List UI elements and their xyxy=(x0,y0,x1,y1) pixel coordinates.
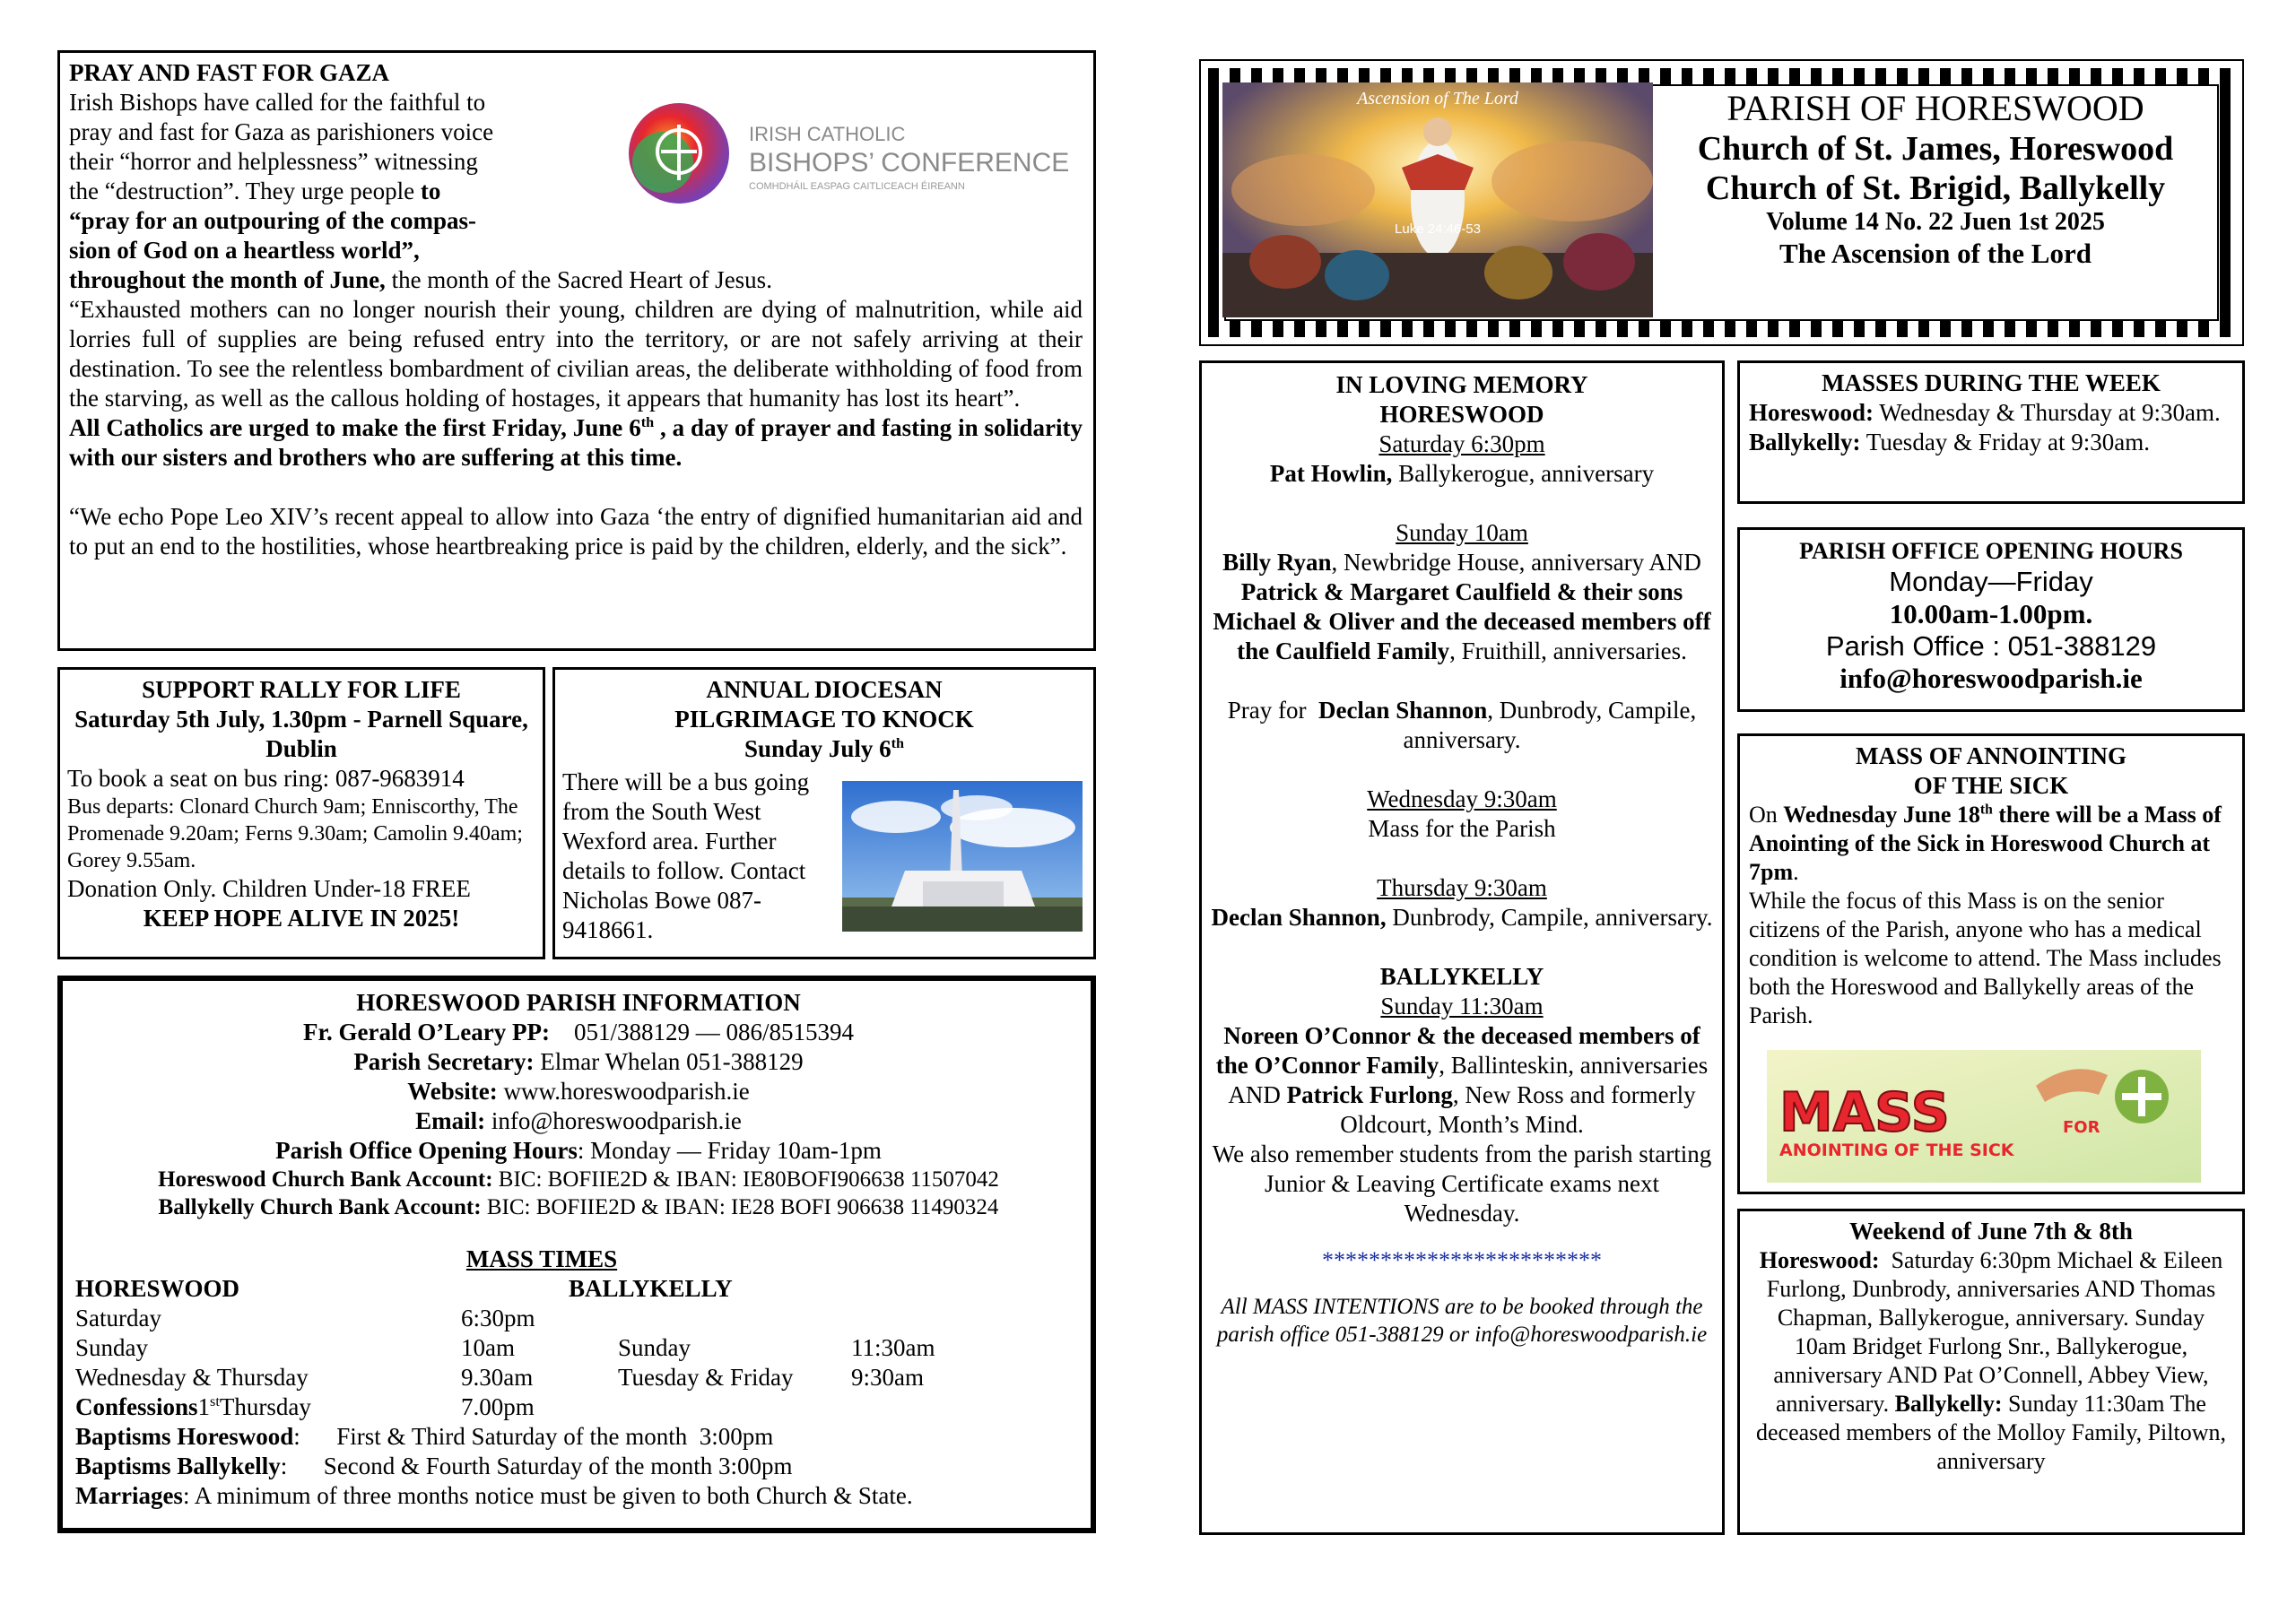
intention-detail: , Newbridge House, anniversary AND xyxy=(1331,549,1701,576)
intention-name: Patrick Furlong xyxy=(1286,1081,1453,1108)
mass-times-title: MASS TIMES xyxy=(465,1245,618,1272)
stars-divider: ************************ xyxy=(1322,1247,1602,1273)
rally-slogan: KEEP HOPE ALIVE IN 2025! xyxy=(143,905,460,932)
bishops-conference-logo xyxy=(623,98,1090,214)
parish-name: PARISH OF HORESWOOD xyxy=(1726,88,2144,128)
gaza-line-bold: to xyxy=(420,178,441,204)
sick-title-2: OF THE SICK xyxy=(1913,772,2069,799)
intention-detail: Dunbrody, Campile, anniversary. xyxy=(1386,904,1713,931)
anointing-of-sick xyxy=(1737,733,2245,1194)
gaza-line: the month of the Sacred Heart of Jesus. xyxy=(385,266,772,293)
baptisms-horeswood-label: Baptisms Horeswood xyxy=(75,1423,294,1450)
gaza-article xyxy=(57,50,1096,651)
col-ballykelly: BALLYKELLY xyxy=(569,1275,733,1302)
memory-horeswood: HORESWOOD xyxy=(1379,401,1544,428)
office-hours-label: Parish Office Opening Hours xyxy=(275,1137,578,1164)
rally-donation: Donation Only. Children Under-18 FREE xyxy=(67,875,471,902)
memory-sat-time: Saturday 6:30pm xyxy=(1378,430,1545,457)
week-horeswood-label: Horeswood: xyxy=(1749,399,1874,426)
masthead-text xyxy=(1653,88,2218,271)
parish-information xyxy=(57,976,1096,1533)
rally-departures: Bus departs: Clonard Church 9am; Enniscorthy, The Promenade 9.20am; Ferns 9.30am; Camolin 9.40am; Gorey 9.55am. xyxy=(67,795,523,872)
knock-date: Sunday July 6th xyxy=(744,735,904,762)
gaza-line: the “destruction”. They urge people xyxy=(69,178,421,204)
intention-detail: , Ballinteskin, anniversaries AND xyxy=(1228,1052,1709,1108)
banner-for-text: FOR xyxy=(2063,1118,2100,1137)
gaza-call-to-fast: All Catholics are urged to make the first Friday, June 6th , a day of prayer and fasting in solidarity with our sisters and brothers who are suffering at this time. xyxy=(69,414,1083,471)
gaza-line: Irish Bishops have called for the faithful to xyxy=(69,89,486,116)
logo-text-1: IRISH CATHOLIC xyxy=(749,123,906,145)
office-time: 10.00am-1.00pm. xyxy=(1889,598,2093,629)
website-label: Website: xyxy=(407,1078,498,1105)
mass-row: Wednesday & Thursday 9.30am Tuesday & Friday 9:30am xyxy=(75,1364,924,1391)
week-ballykelly-label: Ballykelly: xyxy=(1749,429,1861,455)
gaza-pope-quote: “We echo Pope Leo XIV’s recent appeal to allow into Gaza ‘the entry of dignified humanitarian aid and to put an end to the hostilities, whose heartbreaking price is paid by the children, elderly, and the sick”. xyxy=(69,503,1083,559)
week-title: MASSES DURING THE WEEK xyxy=(1822,369,2161,396)
gaza-line: their “horror and helplessness” witnessing xyxy=(69,148,478,175)
memory-bk-sun-time: Sunday 11:30am xyxy=(1380,993,1544,1019)
intention-name: Declan Shannon, xyxy=(1211,904,1387,931)
office-title: PARISH OFFICE OPENING HOURS xyxy=(1799,538,2183,564)
website-value: www.horeswoodparish.ie xyxy=(497,1078,750,1105)
bank1-label: Horeswood Church Bank Account: xyxy=(158,1167,493,1192)
office-days: Monday—Friday xyxy=(1889,566,2093,597)
intention-detail: , New Ross and formerly Oldcourt, Month’s Mind. xyxy=(1340,1081,1696,1138)
info-title: HORESWOOD PARISH INFORMATION xyxy=(356,989,801,1016)
intention-name: Noreen O’Connor & the deceased members of the O’Connor Family xyxy=(1215,1022,1700,1079)
memory-sun-time: Sunday 10am xyxy=(1396,519,1528,546)
bank2-value: BIC: BOFIIE2D & IBAN: IE28 BOFI 906638 11490324 xyxy=(481,1195,999,1219)
email-label: Email: xyxy=(415,1107,486,1134)
intention-detail: Pray for xyxy=(1227,697,1318,724)
mass-row: Saturday 6:30pm xyxy=(75,1305,535,1331)
volume-date: Volume 14 No. 22 Juen 1st 2025 xyxy=(1766,208,2105,236)
logo-text-3: COMHDHÁIL EASPAG CAITLICEACH ÉIREANN xyxy=(749,181,965,192)
office-email: info@horeswoodparish.ie xyxy=(1839,663,2143,694)
gaza-paragraph: “Exhausted mothers can no longer nourish their young, children are dying of malnutrition, while aid lorries full of supplies are being refused entry into the territory, or are not safely arriving at their destination. To see the relentless bombardment of civilian areas, the deliberate withholding of food from the starving, as well as the callous holding of hostages, it appears that humanity has lost its heart”. xyxy=(69,296,1083,412)
loving-memory xyxy=(1199,360,1725,1535)
priest-label: Fr. Gerald O’Leary PP: xyxy=(303,1019,550,1045)
feast-title: The Ascension of the Lord xyxy=(1779,238,2092,269)
painting-reference: Luke 24:46-53 xyxy=(1395,221,1481,237)
col-horeswood: HORESWOOD xyxy=(75,1275,240,1302)
sick-title-1: MASS OF ANNOINTING xyxy=(1855,742,2127,769)
memory-wed-time: Wednesday 9:30am xyxy=(1367,785,1557,812)
intention-name: Billy Ryan xyxy=(1222,549,1332,576)
intention-detail: , Fruithill, anniversaries. xyxy=(1449,638,1687,664)
email-value: info@horeswoodparish.ie xyxy=(485,1107,742,1134)
rally-booking: To book a seat on bus ring: 087-9683914 xyxy=(67,765,465,792)
intentions-note: All MASS INTENTIONS are to be booked through the parish office 051-388129 or info@horeswoodparish.ie xyxy=(1216,1295,1708,1347)
weekday-masses xyxy=(1737,360,2245,504)
sick-announcement: On Wednesday June 18th there will be a Mass of Anointing of the Sick in Horeswood Church at 7pm. xyxy=(1749,802,2222,885)
memory-students: We also remember students from the parish starting Junior & Leaving Certificate exams next Wednesday. xyxy=(1212,1141,1712,1227)
marriages-value: : A minimum of three months notice must be given to both Church & State. xyxy=(182,1482,913,1509)
weekend-title: Weekend of June 7th & 8th xyxy=(1849,1218,2133,1245)
knock-basilica-photo xyxy=(842,781,1083,932)
rally-title: SUPPORT RALLY FOR LIFE xyxy=(142,676,461,703)
week-ballykelly-value: Tuesday & Friday at 9:30am. xyxy=(1860,429,2151,455)
weekend-horeswood-label: Horeswood: xyxy=(1759,1247,1880,1273)
weekend-horeswood-value: Saturday 6:30pm Michael & Eileen Furlong, Dunbrody, anniversaries AND Thomas Chapman, Ballykerogue, anniversary. Sunday 10am Bridget Furlong Snr., Ballykerogue, anniversary AND Pat O’Connell, Abbey View, anniversary. xyxy=(1766,1247,2229,1417)
intention-name: Pat Howlin, xyxy=(1269,460,1393,487)
bank1-value: BIC: BOFIIE2D & IBAN: IE80BOFI906638 11507042 xyxy=(492,1167,999,1192)
memory-title: IN LOVING MEMORY xyxy=(1335,371,1588,398)
rally-when: Saturday 5th July, 1.30pm - Parnell Square, Dublin xyxy=(74,706,528,762)
knock-title-1: ANNUAL DIOCESAN xyxy=(706,676,943,703)
knock-body: There will be a bus going from the South West Wexford area. Further details to follow. Contact Nicholas Bowe 087-9418661. xyxy=(562,768,810,943)
intention-name: Patrick & Margaret Caulfield & their sons Michael & Oliver and the deceased members off the Caulfield Family xyxy=(1213,578,1711,664)
gaza-title: PRAY AND FAST FOR GAZA xyxy=(69,59,390,86)
memory-ballykelly: BALLYKELLY xyxy=(1379,963,1544,990)
intention-name: Declan Shannon xyxy=(1318,697,1488,724)
ascension-painting xyxy=(1222,82,1653,317)
next-weekend-intentions xyxy=(1737,1209,2245,1535)
gaza-line-bold: sion of God on a heartless world”, xyxy=(69,237,420,264)
anointing-banner xyxy=(1767,1050,2201,1183)
church-1: Church of St. James, Horeswood xyxy=(1697,130,2174,168)
marriages-label: Marriages xyxy=(75,1482,183,1509)
church-2: Church of St. Brigid, Ballykelly xyxy=(1705,169,2166,207)
gaza-line-bold: “pray for an outpouring of the compas- xyxy=(69,207,477,234)
office-hours xyxy=(1737,527,2245,712)
secretary-value: Elmar Whelan 051-388129 xyxy=(534,1048,804,1075)
knock-pilgrimage xyxy=(552,667,1096,959)
weekend-ballykelly-value: Sunday 11:30am The deceased members of the Molloy Family, Piltown, anniversary xyxy=(1756,1391,2226,1474)
baptisms-horeswood-value: : First & Third Saturday of the month 3:00pm xyxy=(293,1423,774,1450)
office-hours-value: : Monday — Friday 10am-1pm xyxy=(577,1137,882,1164)
intention-detail: , Dunbrody, Campile, anniversary. xyxy=(1403,697,1697,753)
office-phone: Parish Office : 051-388129 xyxy=(1825,630,2157,662)
gaza-line: pray and fast for Gaza as parishioners voice xyxy=(69,118,494,145)
baptisms-ballykelly-label: Baptisms Ballykelly xyxy=(75,1453,281,1479)
memory-thu-time: Thursday 9:30am xyxy=(1377,874,1547,901)
bank2-label: Ballykelly Church Bank Account: xyxy=(158,1195,482,1219)
knock-title-2: PILGRIMAGE TO KNOCK xyxy=(674,706,974,733)
gaza-line-bold: throughout the month of June, xyxy=(69,266,386,293)
weekend-ballykelly-label: Ballykelly: xyxy=(1894,1391,2003,1417)
banner-sub-text: ANOINTING OF THE SICK xyxy=(1779,1141,2014,1160)
gaza-intro xyxy=(69,88,580,265)
intention-detail: Ballykerogue, anniversary xyxy=(1392,460,1655,487)
painting-title: Ascension of The Lord xyxy=(1357,89,1518,108)
banner-mass-text: MASS xyxy=(1779,1081,1950,1144)
secretary-label: Parish Secretary: xyxy=(353,1048,535,1075)
memory-wed-text: Mass for the Parish xyxy=(1368,815,1556,842)
mass-row: Sunday 10am Sunday 11:30am xyxy=(75,1334,935,1361)
baptisms-ballykelly-value: : Second & Fourth Saturday of the month 3:00pm xyxy=(280,1453,793,1479)
sick-body: While the focus of this Mass is on the senior citizens of the Parish, anyone who has a medical condition is welcome to attend. The Mass includes both the Horeswood and Ballykelly areas of the Parish. xyxy=(1749,888,2222,1028)
week-horeswood-value: Wednesday & Thursday at 9:30am. xyxy=(1874,399,2221,426)
mass-row: Confessions1stThursday 7.00pm xyxy=(75,1393,535,1420)
logo-text-2: BISHOPS’ CONFERENCE xyxy=(749,148,1070,178)
rally-for-life xyxy=(57,667,545,959)
priest-phone: 051/388129 — 086/8515394 xyxy=(573,1019,854,1045)
